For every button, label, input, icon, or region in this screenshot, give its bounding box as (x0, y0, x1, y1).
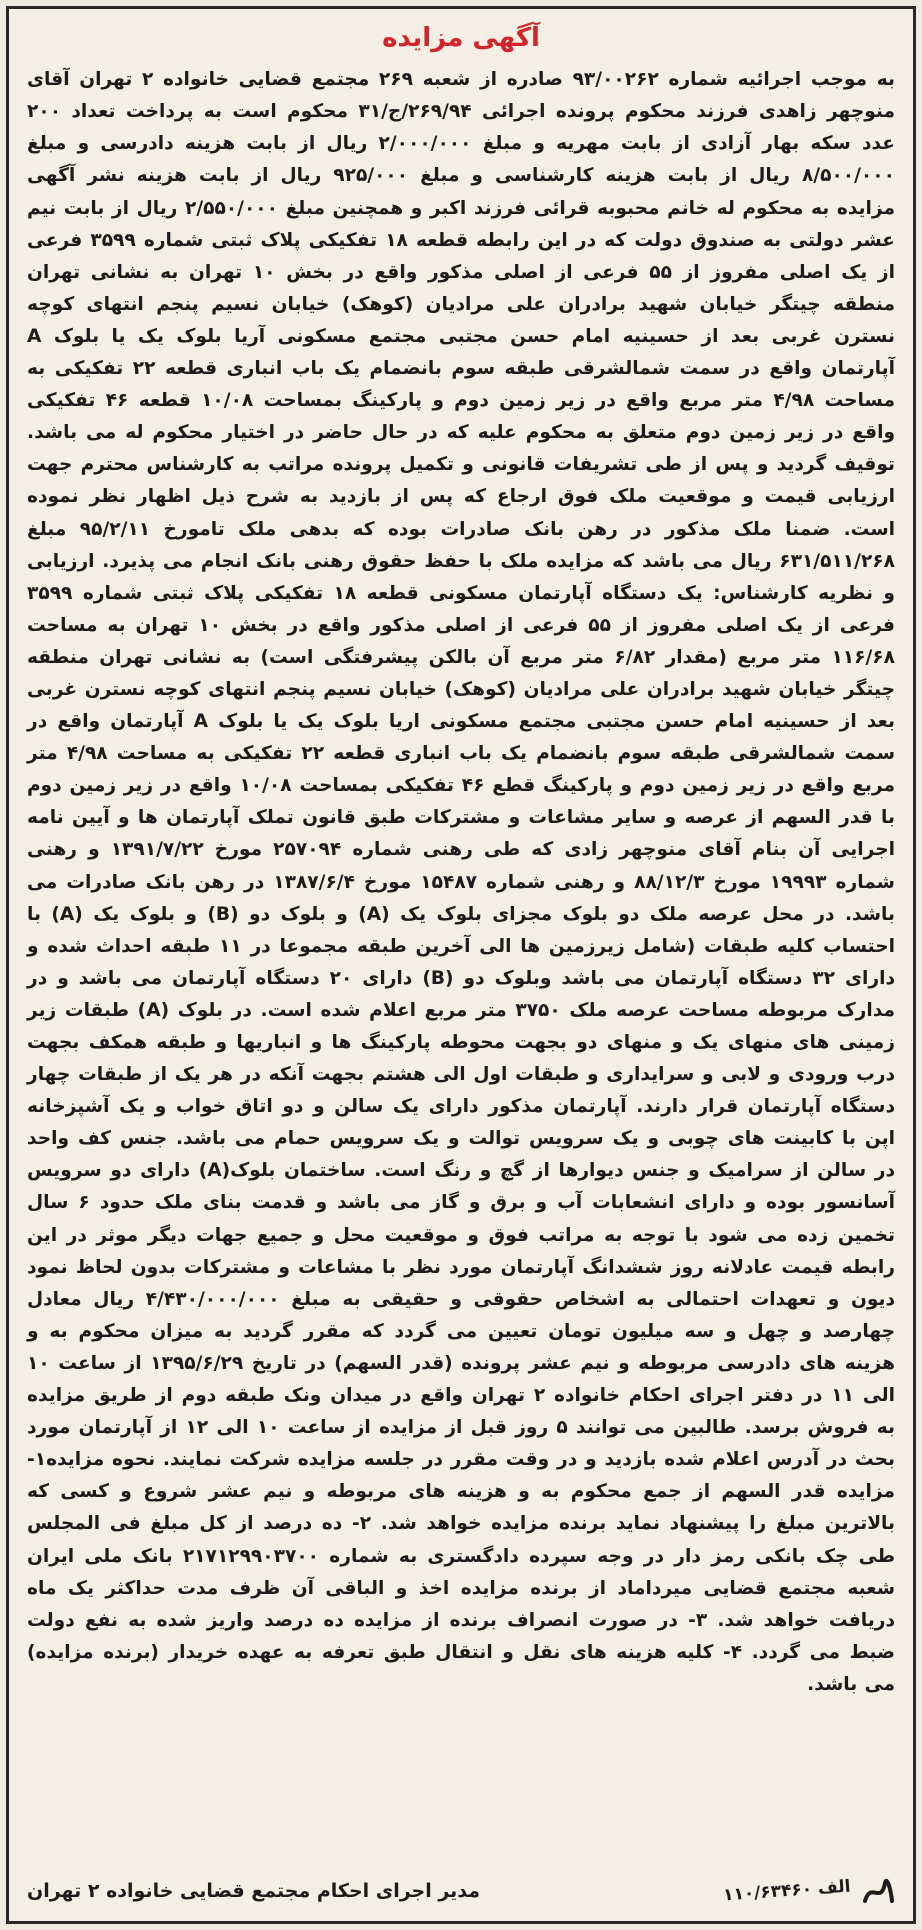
reference-group (723, 1871, 895, 1911)
notice-title: آگهی مزایده (382, 23, 540, 53)
signature: مدیر اجرای احکام مجتمع قضایی خانواده ۲ تهران (27, 1880, 481, 1902)
notice-footer (27, 1869, 895, 1913)
notice-frame (6, 6, 916, 1924)
handwritten-mark-icon (861, 1871, 895, 1911)
reference-number: ۱۱۰/۶۳۴۶۰ الف (722, 1876, 852, 1906)
notice-body: به موجب اجرائیه شماره ۹۳/۰۰۲۶۲ صادره از شعبه ۲۶۹ مجتمع قضایی خانواده ۲ تهران آقای منوچهر زاهدی فرزند محکوم پرونده اجرائی ۲۶۹/۹۴/ج/۳۱ محکوم است به پرداخت تعداد ۲۰۰ عدد سکه بهار آزادی از بابت مهریه و مبلغ ۲/۰۰۰/۰۰۰ ریال از بابت هزینه دادرسی و مبلغ ۸/۵۰۰/۰۰۰ ریال از بابت هزینه کارشناسی و مبلغ ۹۲۵/۰۰۰ ریال از بابت هزینه نشر آگهی مزایده به محکوم له خانم محبوبه قرائی فرزند اکبر و همچنین مبلغ ۲/۵۵۰/۰۰۰ ریال از بابت نیم عشر دولتی به صندوق دولت که در این رابطه قطعه ۱۸ تفکیکی پلاک ثبتی شماره ۳۵۹۹ فرعی از یک اصلی مفروز از ۵۵ فرعی از اصلی مذکور واقع در بخش ۱۰ تهران به نشانی تهران منطقه چیتگر خیابان شهید برادران علی مرادیان (کوهک) خیابان نسیم پنجم انتهای کوچه نسترن غربی بعد از حسینیه امام حسن مجتبی مجتمع مسکونی آریا بلوک یک یا بلوک A آپارتمان واقع در سمت شمالشرقی طبقه سوم بانضمام یک باب انباری قطعه ۲۲ تفکیکی به مساحت ۴/۹۸ متر مربع واقع در زیر زمین دوم و پارکینگ بمساحت ۱۰/۰۸ قطعه ۴۶ تفکیکی واقع در زیر زمین دوم متعلق به محکوم علیه که در حال حاضر در اختیار محکوم له می باشد. توقیف گردید و پس از طی تشریفات قانونی و تکمیل پرونده مراتب به کارشناس محترم جهت ارزیابی قیمت و موقعیت ملک فوق ارجاع که پس از بازدید به شرح ذیل اظهار نظر نموده است. ضمنا ملک مذکور در رهن بانک صادرات بوده که بدهی ملک تامورخ ۹۵/۲/۱۱ مبلغ ۶۳۱/۵۱۱/۲۶۸ ریال می باشد که مزایده ملک با حفظ حقوق رهنی بانک انجام می پذیرد. ارزیابی و نظریه کارشناس: یک دستگاه آپارتمان مسکونی قطعه ۱۸ تفکیکی پلاک ثبتی شماره ۳۵۹۹ فرعی از یک اصلی مفروز از ۵۵ فرعی از اصلی مذکور واقع در بخش ۱۰ تهران به مساحت ۱۱۶/۶۸ متر مربع (مقدار ۶/۸۲ متر مربع آن بالکن پیشرفتگی است) به نشانی تهران منطقه چیتگر خیابان شهید برادران علی مرادیان (کوهک) خیابان نسیم پنجم انتهای کوچه نسترن غربی بعد از حسینیه امام حسن مجتبی مجتمع مسکونی اریا بلوک یک یا بلوک A آپارتمان واقع در سمت شمالشرقی طبقه سوم بانضمام یک باب انباری قطعه ۲۲ تفکیکی به مساحت ۴/۹۸ متر مربع واقع در زیر زمین دوم و پارکینگ قطع ۴۶ تفکیکی بمساحت ۱۰/۰۸ واقع در زیر زمین دوم با قدر السهم از عرصه و سایر مشاعات و مشترکات طبق قانون تملک آپارتمان ها و آیین نامه اجرایی آن بنام آقای منوچهر زادی که طی رهنی شماره ۲۵۷۰۹۴ مورخ ۱۳۹۱/۷/۲۲ و رهنی شماره ۱۹۹۹۳ مورخ ۸۸/۱۲/۳ و رهنی شماره ۱۵۴۸۷ مورخ ۱۳۸۷/۶/۴ در رهن بانک صادرات می باشد. در محل عرصه ملک دو بلوک مجزای بلوک یک (A) و بلوک دو (B) و بلوک یک (A) با احتساب کلیه طبقات (شامل زیرزمین ها الی آخرین طبقه مجموعا در ۱۱ طبقه احداث شده و دارای ۳۲ دستگاه آپارتمان می باشد وبلوک دو (B) دارای ۲۰ دستگاه آپارتمان می باشد و در مدارک مربوطه مساحت عرصه ملک ۳۷۵۰ متر مربع اعلام شده است. در بلوک (A) طبقات زیر زمینی های منهای یک و منهای دو بجهت محوطه پارکینگ ها و انباریها و طبقه همکف بجهت درب ورودی و لابی و سرایداری و طبقات اول الی هشتم بجهت آنکه در هر یک از طبقات چهار دستگاه آپارتمان قرار دارند. آپارتمان مذکور دارای یک سالن و دو اتاق خواب و یک آشپزخانه اپن با کابینت های چوبی و یک سرویس توالت و یک سرویس حمام می باشد. جنس کف واحد در سالن از سرامیک و جنس دیوارها از گچ و رنگ است. ساختمان بلوک(A) دارای دو سرویس آسانسور بوده و دارای انشعابات آب و برق و گاز می باشد و قدمت بنای ملک حدود ۶ سال تخمین زده می شود با توجه به مراتب فوق و موقعیت محل و جمیع جهات دیگر موثر در این رابطه قیمت عادلانه روز ششدانگ آپارتمان مورد نظر با مشاعات و مشترکات بدون لحاظ نمود دیون و تعهدات احتمالی به اشخاص حقوقی و حقیقی به مبلغ ۴/۴۳۰/۰۰۰/۰۰۰ ریال معادل چهارصد و چهل و سه میلیون تومان تعیین می گردد که مقرر گردید به میزان محکوم به و هزینه های دادرسی مربوطه و نیم عشر پرونده (قدر السهم) در تاریخ ۱۳۹۵/۶/۲۹ از ساعت ۱۰ الی ۱۱ در دفتر اجرای احکام خانواده ۲ تهران واقع در میدان ونک طبقه دوم از طریق مزایده به فروش برسد. طالبین می توانند ۵ روز قبل از مزایده از ساعت ۱۰ الی ۱۲ از آپارتمان مورد بحث در آدرس اعلام شده بازدید و در وقت مقرر در جلسه مزایده شرکت نمایند. نحوه مزایده۱- مزایده قدر السهم از جمع محکوم به و هزینه های مربوطه و نیم عشر شروع و کسی که بالاترین مبلغ را پیشنهاد نماید برنده مزایده خواهد شد. ۲- ده درصد از کل مبلغ فی المجلس طی چک بانکی رمز دار در وجه سپرده دادگستری به شماره ۲۱۷۱۲۹۹۰۳۷۰۰ بانک ملی ایران شعبه مجتمع قضایی میرداماد از برنده مزایده اخذ و الباقی آن ظرف مدت حداکثر یک ماه دریافت خواهد شد. ۳- در صورت انصراف برنده از مزایده ده درصد واریز شده به نفع دولت ضبط می گردد. ۴- کلیه هزینه های نقل و انتقال طبق تعرفه به عهده خریدار (برنده مزایده) می باشد. (27, 69, 896, 1695)
